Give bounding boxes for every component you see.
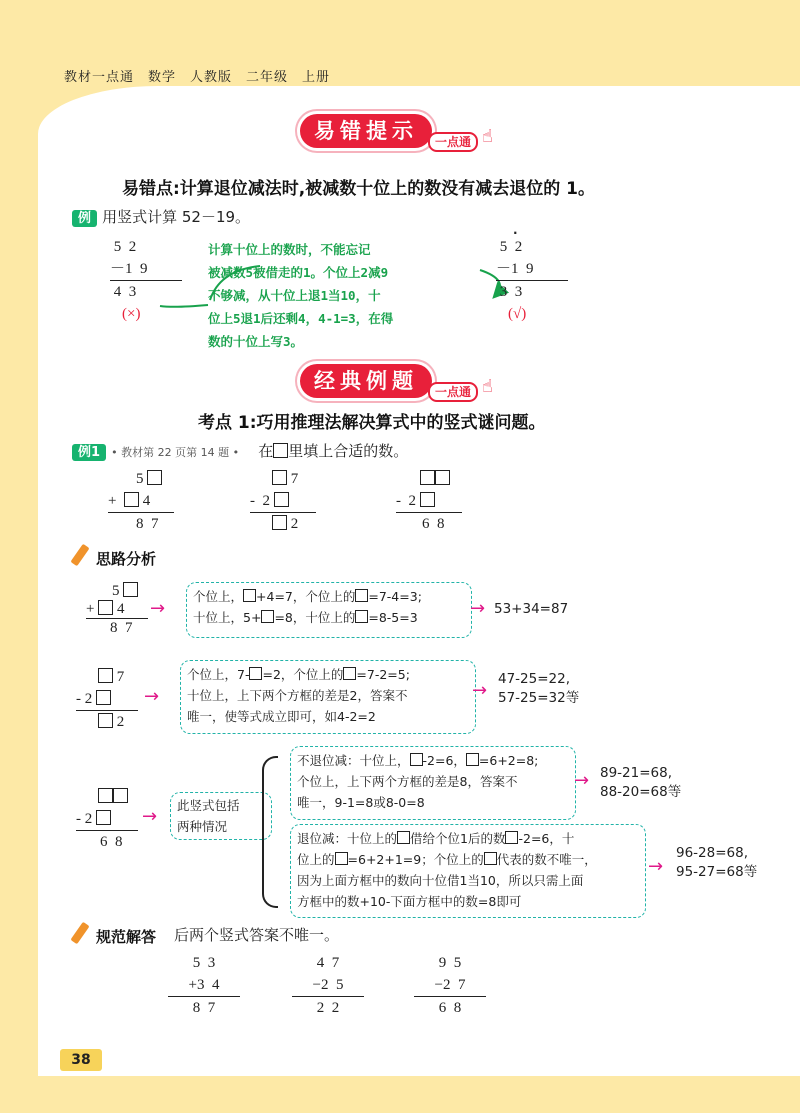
- note-line: 位上5退1后还剩4，4-1=3，在得: [208, 311, 394, 326]
- digit: 2: [290, 516, 299, 532]
- right-row-1: 5 2: [496, 239, 523, 255]
- text: 因为上面方框中的数向十位借1当10，所以只需上面: [297, 873, 584, 888]
- answer-title: 规范解答: [96, 928, 157, 946]
- analysis-2-vertical: [76, 666, 138, 733]
- borrow-dot-icon: ·: [513, 226, 518, 240]
- example-line: [72, 206, 250, 228]
- blank-box: [98, 713, 113, 728]
- banner-tag: 一点通: [428, 382, 478, 402]
- operator: +: [108, 493, 117, 509]
- text: 十位上，上下两个方框的差是2，答案不: [187, 688, 408, 703]
- row: −2 7: [434, 977, 466, 993]
- operator: -: [76, 811, 81, 827]
- case-2-box: [290, 824, 646, 918]
- example1-label: 例1: [72, 444, 106, 461]
- wrong-mark: (×): [122, 306, 141, 322]
- text: =8-5=3: [368, 610, 418, 625]
- blank-box: [484, 852, 497, 865]
- case-1-result: [600, 764, 681, 802]
- text: =7-2=5;: [356, 667, 410, 682]
- blank-box: [466, 753, 479, 766]
- row: 5 3: [192, 955, 216, 971]
- example1-text-a: 在: [258, 442, 274, 460]
- digit: 5: [136, 471, 144, 487]
- right-row-3: 3 3: [496, 284, 523, 300]
- right-calculation: [496, 236, 568, 325]
- blank-box: [355, 610, 368, 623]
- blank-box: [420, 470, 435, 485]
- note-line: 数的十位上写3。: [208, 334, 304, 349]
- text: 89-21=68,: [600, 765, 673, 781]
- text: 唯一，9-1=8或8-0=8: [297, 795, 425, 810]
- result-row: 6 8: [100, 834, 123, 850]
- analysis-2-box: [180, 660, 476, 734]
- blank-box: [355, 589, 368, 602]
- arrow-icon: →: [144, 686, 160, 707]
- text: -2=6，十: [518, 831, 575, 846]
- row: 2 2: [316, 1000, 340, 1016]
- example-label: 例: [72, 210, 97, 227]
- example1-text-b: 里填上合适的数。: [288, 442, 409, 460]
- blank-box: [272, 470, 287, 485]
- text: -2=6，: [422, 753, 466, 768]
- wrong-row-1: 5 2: [110, 239, 137, 255]
- arrow-icon: →: [574, 770, 590, 791]
- note-line: 被减数5被借走的1。个位上2减9: [208, 265, 389, 280]
- blank-box: [435, 470, 450, 485]
- blank-box: [505, 831, 518, 844]
- text: 借给个位1后的数: [410, 831, 506, 846]
- blank-box: [410, 753, 423, 766]
- blank-box: [98, 788, 113, 803]
- text: +4=7，个位上的: [256, 589, 356, 604]
- arrow-icon: →: [648, 856, 664, 877]
- answer-2: [292, 952, 364, 1019]
- blank-box: [397, 831, 410, 844]
- banner-title: 经典例题: [314, 369, 418, 393]
- text: 十位上，5+: [193, 610, 262, 625]
- row: 8 7: [192, 1000, 216, 1016]
- arrow-icon: →: [150, 598, 166, 619]
- digit: 7: [116, 669, 125, 685]
- text: 47-25=22,: [498, 671, 571, 687]
- blank-box: [96, 690, 111, 705]
- example1-source: • 教材第 22 页第 14 题 •: [111, 446, 240, 459]
- arrow-left: [210, 266, 260, 300]
- page-number: 38: [60, 1049, 102, 1071]
- blank-box: [273, 443, 288, 458]
- analysis-1-box: [186, 582, 472, 638]
- row: 4 7: [316, 955, 340, 971]
- case-2-result: [676, 844, 757, 882]
- row: −2 5: [312, 977, 344, 993]
- running-header: 教材一点通 数学 人教版 二年级 上册: [64, 70, 331, 85]
- text: 95-27=68等: [676, 864, 758, 880]
- arrow-icon: →: [470, 598, 486, 619]
- note-line: 不够减，从十位上退1当10，十: [208, 288, 381, 303]
- digit: 2: [116, 714, 125, 730]
- blank-box: [249, 667, 262, 680]
- answer-1: [168, 952, 240, 1019]
- banner-examples: [300, 364, 432, 398]
- puzzle-3: [396, 468, 462, 535]
- wrong-row-2: －1 9: [110, 261, 148, 277]
- wrong-row-3: 4 3: [110, 284, 137, 300]
- blank-box: [420, 492, 435, 507]
- digit: 2: [262, 493, 270, 509]
- text: 唯一，使等式成立即可，如4-2=2: [187, 709, 376, 724]
- hand-pointer-icon: ☝: [482, 376, 493, 397]
- text: 方框中的数+10-下面方框中的数=8即可: [297, 894, 522, 909]
- text: 个位上，7-: [187, 667, 250, 682]
- text: 个位上，: [193, 589, 244, 604]
- analysis-3-label-box: [170, 792, 272, 840]
- blank-box: [274, 492, 289, 507]
- text: =6+2+1=9；个位上的: [347, 852, 484, 867]
- operator: -: [76, 691, 81, 707]
- digit: 2: [84, 811, 93, 827]
- operator: +: [86, 601, 95, 617]
- case-1-box: [290, 746, 576, 820]
- example1-line: [72, 440, 408, 462]
- right-mark: (√): [508, 306, 527, 322]
- bottom-band: [0, 1076, 800, 1113]
- blank-box: [98, 600, 113, 615]
- blank-box: [113, 788, 128, 803]
- note-line: 计算十位上的数时，不能忘记: [208, 242, 371, 257]
- analysis-2-result: [498, 670, 579, 708]
- blank-box: [124, 492, 139, 507]
- text: =7-4=3;: [368, 589, 422, 604]
- text: 57-25=32等: [498, 690, 580, 706]
- digit: 7: [290, 471, 299, 487]
- right-row-2: －1 9: [496, 261, 534, 277]
- banner-tag: 一点通: [428, 132, 478, 152]
- result-row: 8 7: [136, 516, 159, 532]
- digit: 5: [112, 583, 120, 599]
- error-point: 易错点:计算退位减法时,被减数十位上的数没有减去退位的 1。: [122, 179, 596, 199]
- blank-box: [243, 589, 256, 602]
- text: 个位上，上下两个方框的差是8，答案不: [297, 774, 518, 789]
- kaodian-title: 考点 1:巧用推理法解决算式中的竖式谜问题。: [198, 413, 546, 433]
- blank-box: [123, 582, 138, 597]
- puzzle-1: [108, 468, 174, 535]
- puzzle-2: [250, 468, 316, 535]
- banner-title: 易错提示: [314, 119, 418, 143]
- arrow-icon: →: [142, 806, 158, 827]
- arrow-icon: →: [472, 680, 488, 701]
- digit: 2: [408, 493, 416, 509]
- text: 96-28=68,: [676, 845, 749, 861]
- text: 代表的数不唯一，: [496, 852, 597, 867]
- digit: 4: [116, 601, 125, 617]
- analysis-1-vertical: [86, 582, 148, 637]
- blank-box: [147, 470, 162, 485]
- text: 两种情况: [177, 819, 228, 834]
- blank-box: [343, 667, 356, 680]
- result-row: 6 8: [422, 516, 445, 532]
- text: 88-20=68等: [600, 784, 682, 800]
- blank-box: [261, 610, 274, 623]
- digit: 4: [142, 493, 151, 509]
- analysis-3-vertical: [76, 786, 138, 853]
- blank-box: [272, 515, 287, 530]
- text: 位上的: [297, 852, 335, 867]
- digit: 2: [84, 691, 93, 707]
- text: 此竖式包括: [177, 798, 240, 813]
- analysis-title: 思路分析: [96, 550, 157, 568]
- blank-box: [96, 810, 111, 825]
- row: +3 4: [188, 977, 220, 993]
- analysis-1-result: 53+34=87: [494, 601, 569, 617]
- text: =8，十位上的: [274, 610, 356, 625]
- hand-pointer-icon: ☝: [482, 126, 493, 147]
- banner-error-tips: [300, 114, 432, 148]
- text: 不退位减：十位上，: [297, 753, 410, 768]
- operator: -: [250, 493, 255, 509]
- result-row: 8 7: [110, 620, 133, 636]
- brace: [262, 756, 278, 908]
- operator: -: [396, 493, 401, 509]
- row: 6 8: [438, 1000, 462, 1016]
- blank-box: [335, 852, 348, 865]
- example-text: 用竖式计算 52－19。: [102, 208, 251, 226]
- blank-box: [98, 668, 113, 683]
- text: 退位减：十位上的: [297, 831, 398, 846]
- answer-text: 后两个竖式答案不唯一。: [174, 926, 340, 944]
- text: =6+2=8;: [478, 753, 539, 768]
- answer-3: [414, 952, 486, 1019]
- text: =2，个位上的: [262, 667, 344, 682]
- row: 9 5: [438, 955, 462, 971]
